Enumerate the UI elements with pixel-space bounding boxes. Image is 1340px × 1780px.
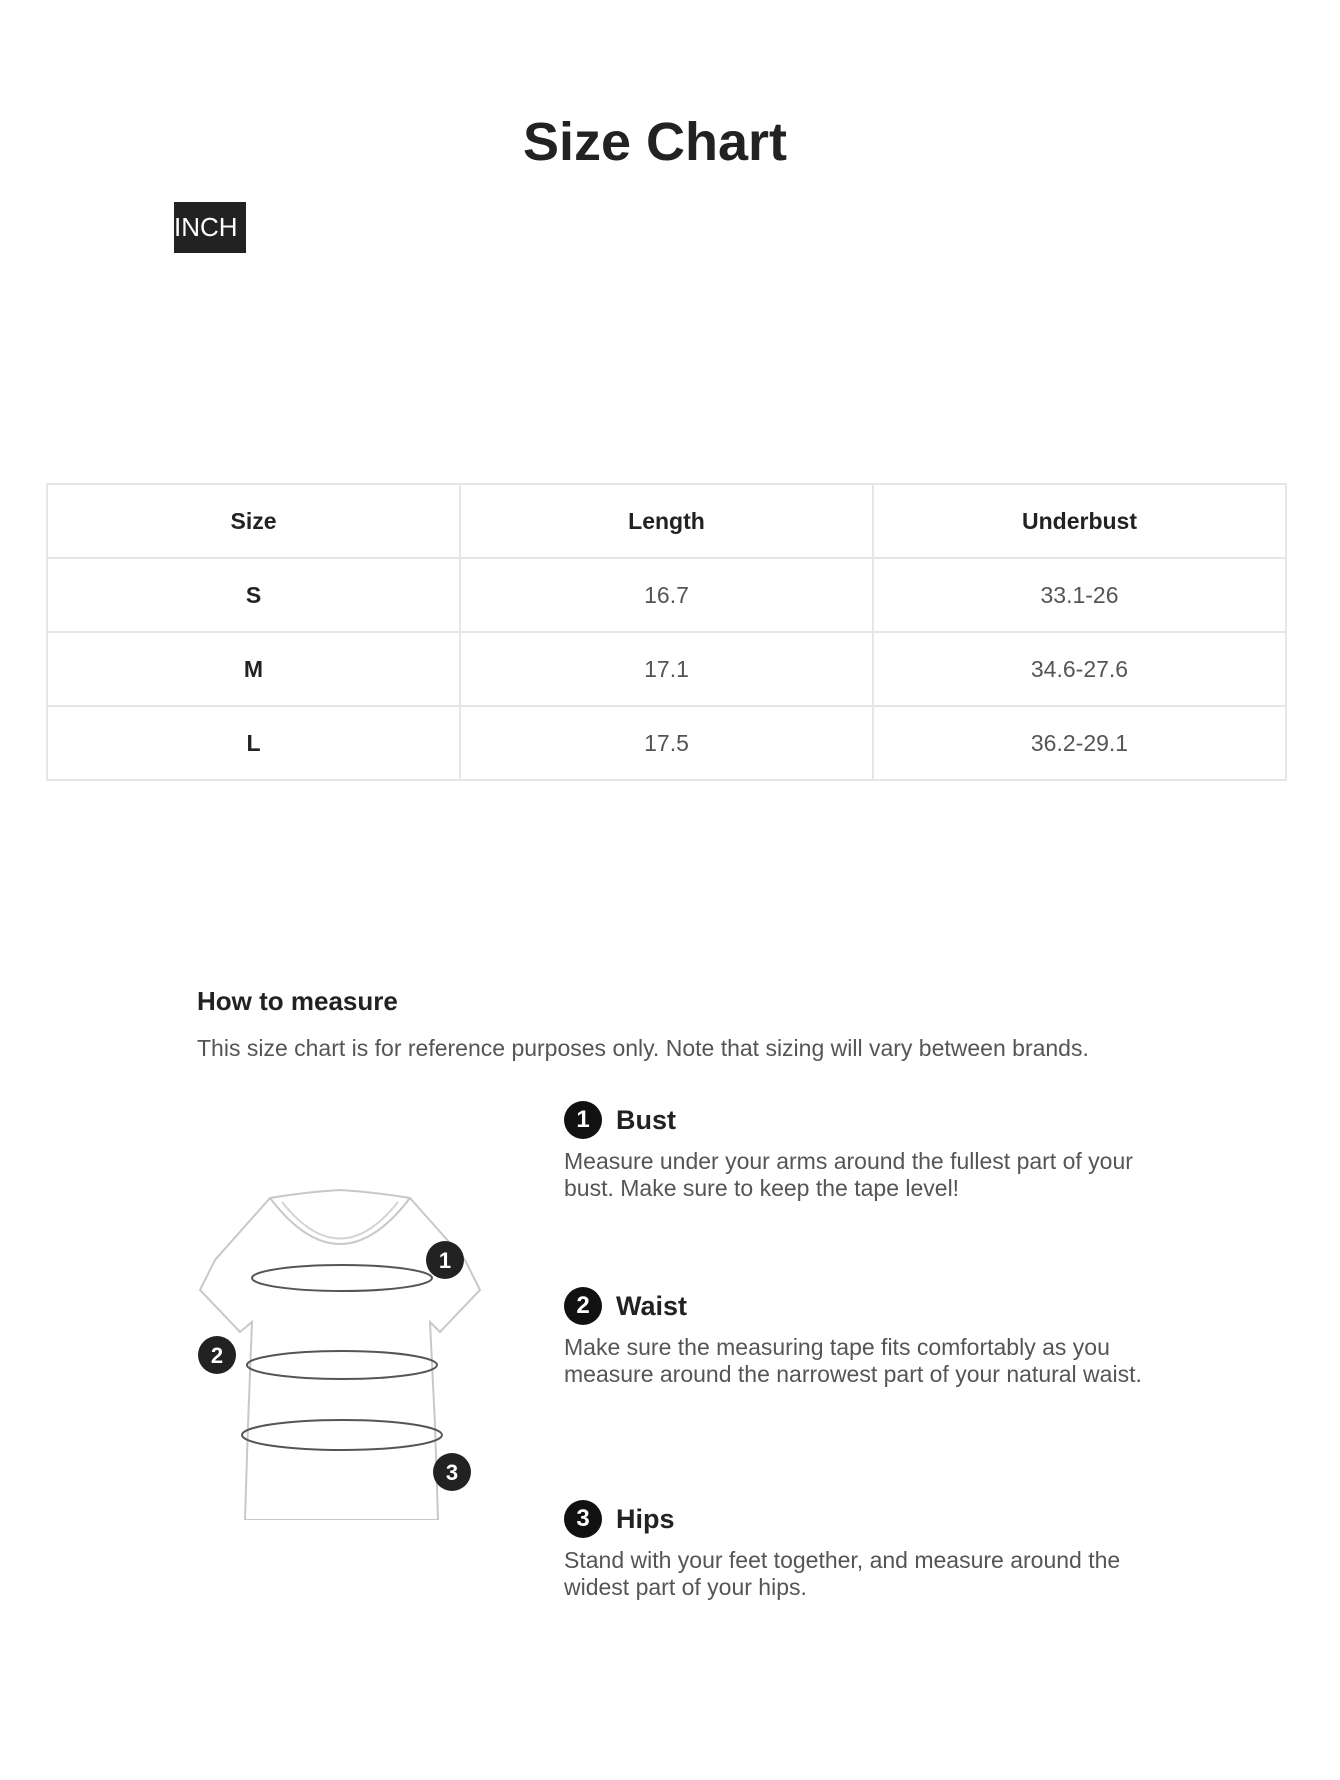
measure-item-hips	[564, 1499, 1144, 1601]
length-cell: 17.5	[460, 706, 873, 780]
how-to-measure-heading: How to measure	[197, 986, 398, 1016]
page-title: Size Chart	[522, 112, 788, 172]
svg-text:1: 1	[438, 1248, 452, 1273]
table-row	[47, 558, 1286, 632]
marker-2	[198, 1336, 236, 1374]
reference-note: This size chart is for reference purposes only. Note that sizing will vary between brands.	[197, 1035, 1089, 1061]
svg-text:3: 3	[445, 1460, 459, 1485]
table-row	[47, 632, 1286, 706]
number-1-icon: 1	[564, 1101, 602, 1139]
length-cell: 16.7	[460, 558, 873, 632]
measure-item-description: Make sure the measuring tape fits comfortably as you measure around the narrowest part of your natural waist.	[564, 1334, 1142, 1387]
unit-tab-inch[interactable]: INCH	[174, 202, 246, 253]
number-2-icon: 2	[564, 1287, 602, 1325]
column-header-size: Size	[47, 484, 460, 558]
number-3-icon: 3	[564, 1500, 602, 1538]
measure-item-description: Stand with your feet together, and measure around the widest part of your hips.	[564, 1547, 1121, 1600]
measure-item-waist	[564, 1286, 1144, 1388]
marker-3	[433, 1453, 471, 1491]
table-row	[47, 706, 1286, 780]
underbust-cell: 36.2-29.1	[873, 706, 1286, 780]
underbust-cell: 34.6-27.6	[873, 632, 1286, 706]
measure-item-title	[564, 1499, 1144, 1539]
marker-1	[426, 1241, 464, 1279]
column-header-length: Length	[460, 484, 873, 558]
size-cell: L	[47, 706, 460, 780]
length-cell: 17.1	[460, 632, 873, 706]
svg-text:2: 2	[210, 1343, 224, 1368]
measure-item-title	[564, 1286, 1144, 1326]
measure-item-description: Measure under your arms around the fullest part of your bust. Make sure to keep the tape level!	[564, 1148, 1133, 1201]
measure-item-bust	[564, 1100, 1144, 1202]
table-header-row	[47, 484, 1286, 558]
shirt-measurement-diagram-icon	[190, 1180, 490, 1520]
measure-item-name: Waist	[616, 1290, 688, 1321]
measure-item-title	[564, 1100, 1144, 1140]
measure-item-name: Hips	[616, 1503, 675, 1534]
size-cell: S	[47, 558, 460, 632]
measure-item-name: Bust	[616, 1104, 676, 1135]
column-header-underbust: Underbust	[873, 484, 1286, 558]
underbust-cell: 33.1-26	[873, 558, 1286, 632]
size-cell: M	[47, 632, 460, 706]
size-table	[46, 483, 1287, 781]
